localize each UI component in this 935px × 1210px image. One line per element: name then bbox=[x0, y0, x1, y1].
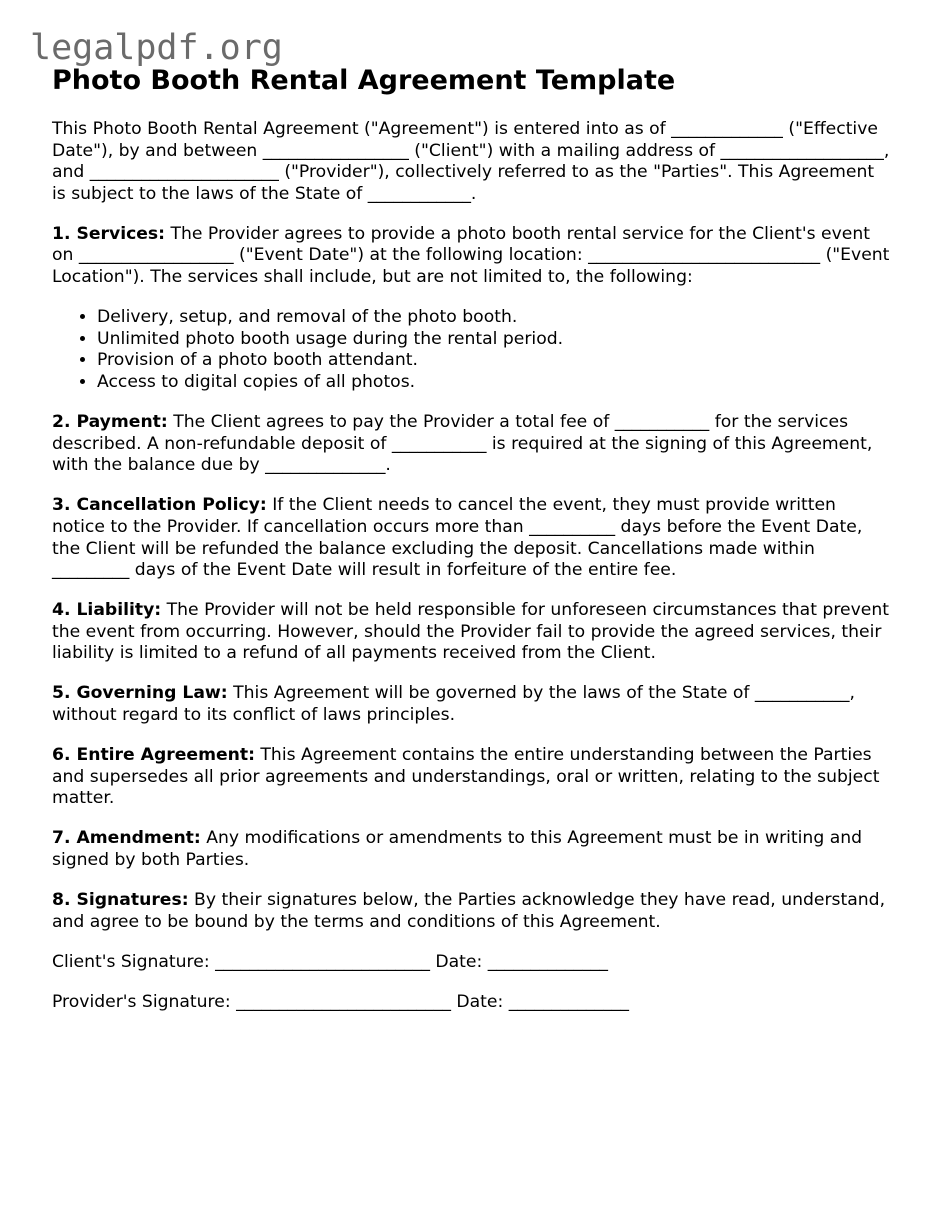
section-heading: 5. Governing Law: bbox=[52, 683, 228, 704]
section-heading: 8. Signatures: bbox=[52, 890, 189, 911]
section-amendment bbox=[52, 828, 892, 871]
provider-signature-line: Provider's Signature: _________________________ Date: ______________ bbox=[52, 991, 630, 1012]
section-liability bbox=[52, 600, 892, 665]
list-item: • Provision of a photo booth attendant. bbox=[97, 350, 892, 372]
section-text: The Provider will not be held responsible for unforeseen circumstances that prevent the event from occurring. However, should the Provider fail to provide the agreed services, their liability is limited to a refund of all payments received from the Client. bbox=[52, 600, 889, 664]
section-text: Any modifications or amendments to this Agreement must be in writing and signed by both Parties. bbox=[52, 828, 863, 871]
section-cancellation bbox=[52, 495, 892, 581]
section-signatures bbox=[52, 890, 892, 933]
section-entire-agreement bbox=[52, 745, 892, 810]
section-heading: 1. Services: bbox=[52, 223, 166, 244]
client-signature-line: Client's Signature: _________________________ Date: ______________ bbox=[52, 951, 609, 972]
section-services bbox=[52, 224, 892, 289]
section-heading: 7. Amendment: bbox=[52, 828, 201, 849]
section-heading: 2. Payment: bbox=[52, 412, 168, 433]
section-heading: 4. Liability: bbox=[52, 600, 162, 621]
section-text: If the Client needs to cancel the event, they must provide written notice to the Provider. If cancellation occurs more than __________ days before the Event Date, the Client will be refunded the balance excluding the deposit. Cancellations made within _________ days of the Event Date will result in forfeiture of the entire fee. bbox=[52, 495, 863, 581]
list-item: • Unlimited photo booth usage during the rental period. bbox=[97, 329, 892, 351]
section-text: The Client agrees to pay the Provider a total fee of ___________ for the services described. A non-refundable deposit of ___________ is required at the signing of this Agreement, with the balance due by ______________. bbox=[52, 412, 873, 476]
section-governing-law bbox=[52, 683, 892, 726]
section-text: This Agreement will be governed by the laws of the State of ___________, without regard to its conflict of laws principles. bbox=[52, 683, 855, 726]
document-body bbox=[52, 119, 892, 1032]
section-heading: 6. Entire Agreement: bbox=[52, 745, 255, 766]
intro-paragraph: This Photo Booth Rental Agreement ("Agreement") is entered into as of _____________ ("Effective Date"), by and between _________________ ("Client") with a mailing address of ___________________, and ______________________ ("Provider"), collectively referred to as the "Parties". This Agreement is subject to the laws of the State of ____________. bbox=[52, 119, 890, 204]
list-item: • Delivery, setup, and removal of the photo booth. bbox=[97, 307, 892, 329]
page-title: Photo Booth Rental Agreement Template bbox=[52, 65, 676, 96]
section-text: The Provider agrees to provide a photo booth rental service for the Client's event on __________________ ("Event Date") at the following location: ___________________________ ("Event Location"). The services shall include, but are not limited to, the following: bbox=[52, 223, 890, 288]
section-payment bbox=[52, 412, 892, 477]
section-heading: 3. Cancellation Policy: bbox=[52, 495, 267, 516]
list-item: • Access to digital copies of all photos. bbox=[97, 372, 892, 394]
section-text: This Agreement contains the entire understanding between the Parties and supersedes all prior agreements and understandings, oral or written, relating to the subject matter. bbox=[52, 745, 880, 809]
watermark-logo: legalpdf.org bbox=[30, 28, 283, 68]
services-list bbox=[52, 307, 892, 393]
section-text: By their signatures below, the Parties acknowledge they have read, understand, and agree to be bound by the terms and conditions of this Agreement. bbox=[52, 890, 886, 932]
